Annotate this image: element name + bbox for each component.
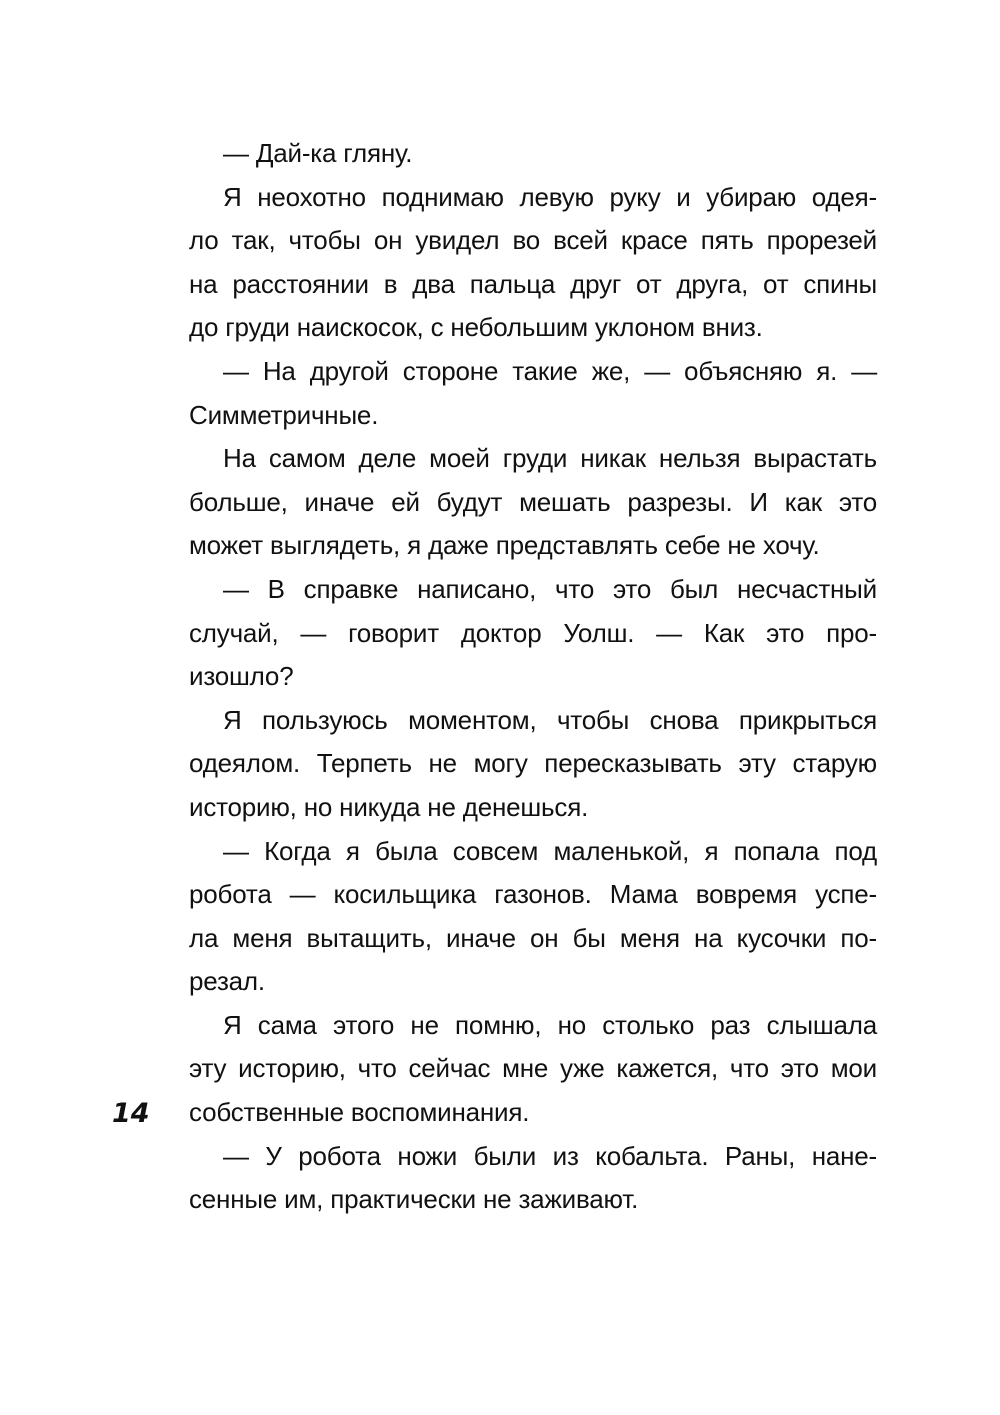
text-line: Я сама этого не помню, но столько раз слышала <box>223 1009 877 1040</box>
text-line: больше, иначе ей будут мешать разрезы. И как это <box>189 486 877 517</box>
text-line: историю, но никуда не денешься. <box>189 791 589 822</box>
text-line: Я неохотно поднимаю левую руку и убираю одея- <box>223 181 877 212</box>
text-line: — В справке написано, что это был несчастный <box>223 573 877 604</box>
text-line: — Когда я была совсем маленькой, я попала под <box>223 835 877 866</box>
page-number: 14 <box>112 1098 150 1129</box>
text-line: — Дай-ка гляну. <box>223 138 413 168</box>
text-line: — На другой стороне такие же, — объясняю я. — <box>223 355 877 386</box>
text-line: сенные им, практически не заживают. <box>189 1184 639 1215</box>
text-line: собственные воспоминания. <box>189 1097 530 1128</box>
text-line: робота — косильщика газонов. Мама вовремя успе- <box>189 879 877 910</box>
text-line: — У робота ножи были из кобальта. Раны, нане- <box>223 1140 877 1171</box>
text-line: Симметричные. <box>189 399 379 430</box>
text-line: эту историю, что сейчас мне уже кажется, что это мои <box>189 1053 877 1084</box>
text-line: одеялом. Терпеть не могу пересказывать эту старую <box>189 748 877 779</box>
text-line: резал. <box>189 966 265 997</box>
text-line: до груди наискосок, с небольшим уклоном вниз. <box>189 312 763 343</box>
text-line: Я пользуюсь моментом, чтобы снова прикрыться <box>223 704 877 735</box>
text-line: может выглядеть, я даже представлять себе не хочу. <box>189 530 820 561</box>
body-text <box>189 132 877 1222</box>
text-line: На самом деле моей груди никак нельзя вырастать <box>223 443 877 474</box>
text-line: ла меня вытащить, иначе он бы меня на кусочки по- <box>189 922 877 953</box>
text-line: случай, — говорит доктор Уолш. — Как это про- <box>189 617 877 648</box>
text-line: на расстоянии в два пальца друг от друга, от спины <box>189 268 877 299</box>
text-line: изошло? <box>189 661 294 692</box>
text-line: ло так, чтобы он увидел во всей красе пять прорезей <box>189 225 877 256</box>
